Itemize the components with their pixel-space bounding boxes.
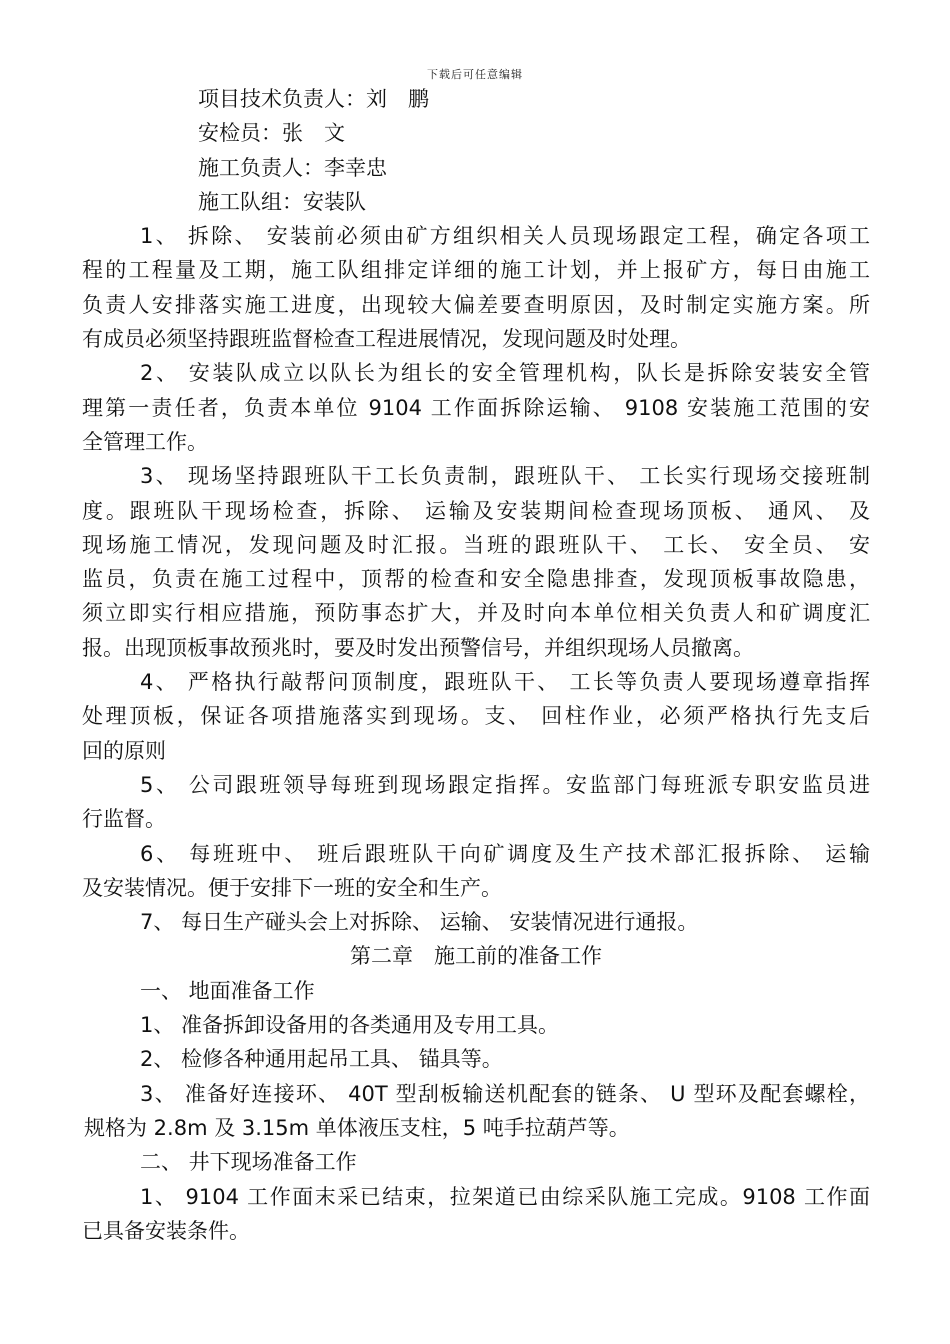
paragraph-line: 3、 现场坚持跟班队干工长负责制，跟班队干、 工长实行现场交接班制	[140, 464, 870, 489]
staff-safety-inspector: 安检员：张 文	[198, 121, 345, 146]
paragraph-line: 有成员必须坚持跟班监督检查工程进展情况，发现问题及时处理。	[82, 327, 691, 352]
paragraph-5	[82, 768, 870, 837]
paragraph-line: 报。出现顶板事故预兆时，要及时发出预警信号，并组织现场人员撤离。	[82, 635, 754, 660]
paragraph-4	[82, 665, 870, 768]
section-heading-underground-prep: 二、 井下现场准备工作	[140, 1150, 357, 1175]
paragraph-line: 监员，负责在施工过程中，顶帮的检查和安全隐患排查，发现顶板事故隐患，	[82, 567, 870, 592]
paragraph-line: 行监督。	[82, 807, 166, 832]
paragraph-6	[82, 837, 870, 906]
paragraph-line: 规格为 2.8m 及 3.15m 单体液压支柱，5 吨手拉葫芦等。	[84, 1115, 630, 1140]
paragraph-line: 负责人安排落实施工进度，出现较大偏差要查明原因，及时制定实施方案。所	[82, 292, 870, 317]
paragraph-1	[82, 219, 870, 356]
paragraph-line: 及安装情况。便于安排下一班的安全和生产。	[82, 875, 502, 900]
paragraph-7	[82, 905, 870, 939]
paragraph-2	[82, 356, 870, 459]
list-item: 2、 检修各种通用起吊工具、 锚具等。	[140, 1047, 503, 1072]
paragraph-line: 度。跟班队干现场检查，拆除、 运输及安装期间检查现场顶板、 通风、 及	[82, 498, 870, 523]
staff-construction-team: 施工队组：安装队	[198, 189, 366, 214]
chapter-title: 第二章 施工前的准备工作	[350, 944, 602, 969]
paragraph-line: 全管理工作。	[82, 429, 208, 454]
section-heading-ground-prep: 一、 地面准备工作	[140, 978, 315, 1003]
paragraph-line: 1、 9104 工作面末采已结束，拉架道已由综采队施工完成。9108 工作面	[140, 1184, 870, 1209]
paragraph-line: 7、 每日生产碰头会上对拆除、 运输、 安装情况进行通报。	[140, 910, 699, 935]
paragraph-3	[82, 459, 870, 665]
paragraph-line: 现场施工情况，发现问题及时汇报。当班的跟班队干、 工长、 安全员、 安	[82, 532, 870, 557]
paragraph-line: 理第一责任者，负责本单位 9104 工作面拆除运输、 9108 安装施工范围的安	[82, 395, 870, 420]
paragraph-line: 4、 严格执行敲帮问顶制度，跟班队干、 工长等负责人要现场遵章指挥	[140, 670, 870, 695]
underground-item-1	[82, 1180, 870, 1249]
page-header-note: 下载后可任意编辑	[427, 68, 523, 81]
list-item-3	[82, 1077, 870, 1146]
document-body	[82, 82, 870, 1248]
paragraph-line: 已具备安装条件。	[82, 1218, 250, 1243]
paragraph-line: 3、 准备好连接环、 40T 型刮板输送机配套的链条、 U 型环及配套螺栓，	[140, 1081, 870, 1106]
list-item: 1、 准备拆卸设备用的各类通用及专用工具。	[140, 1013, 560, 1038]
paragraph-line: 2、 安装队成立以队长为组长的安全管理机构，队长是拆除安装安全管	[140, 361, 870, 386]
paragraph-line: 须立即实行相应措施，预防事态扩大，并及时向本单位相关负责人和矿调度汇	[82, 601, 870, 626]
paragraph-line: 5、 公司跟班领导每班到现场跟定指挥。安监部门每班派专职安监员进	[140, 772, 870, 797]
paragraph-line: 1、 拆除、 安装前必须由矿方组织相关人员现场跟定工程，确定各项工	[140, 224, 870, 249]
paragraph-line: 6、 每班班中、 班后跟班队干向矿调度及生产技术部汇报拆除、 运输	[140, 841, 870, 866]
paragraph-line: 处理顶板，保证各项措施落实到现场。支、 回柱作业，必须严格执行先支后	[82, 704, 870, 729]
paragraph-line: 程的工程量及工期，施工队组排定详细的施工计划，并上报矿方，每日由施工	[82, 258, 870, 283]
staff-technical-lead: 项目技术负责人：刘 鹏	[198, 87, 429, 111]
staff-construction-lead: 施工负责人：李幸忠	[198, 155, 387, 180]
paragraph-line: 回的原则	[82, 738, 166, 763]
